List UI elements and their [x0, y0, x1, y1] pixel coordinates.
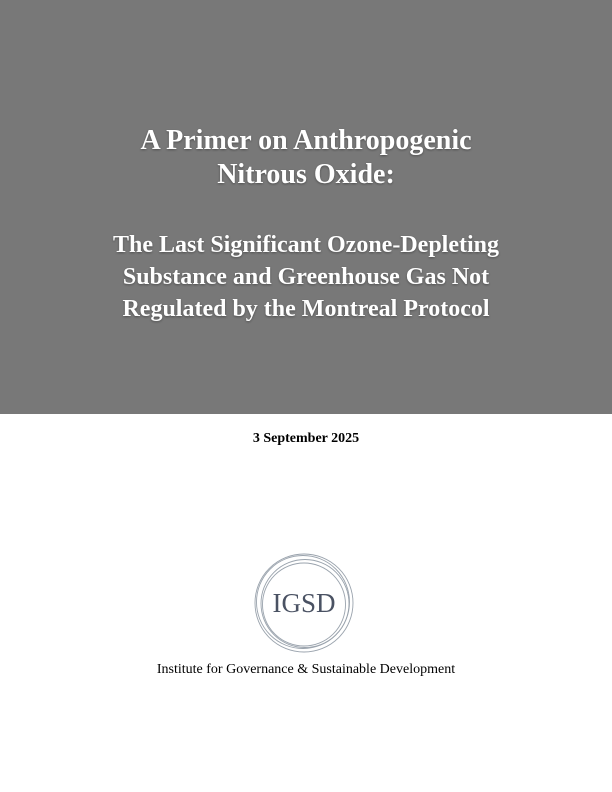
document-subtitle [0, 229, 612, 325]
title-line: Nitrous Oxide: [217, 159, 395, 190]
igsd-logo [252, 551, 356, 655]
institute-name: Institute for Governance & Sustainable Development [156, 662, 456, 677]
title-line: A Primer on Anthropogenic [140, 125, 472, 156]
document-title [0, 124, 612, 192]
publication-date: 3 September 2025 [252, 431, 360, 446]
subtitle-line: Substance and Greenhouse Gas Not [122, 264, 490, 290]
subtitle-line: Regulated by the Montreal Protocol [122, 296, 490, 322]
logo-text: IGSD [272, 588, 336, 618]
subtitle-line: The Last Significant Ozone-Depleting [112, 232, 499, 258]
